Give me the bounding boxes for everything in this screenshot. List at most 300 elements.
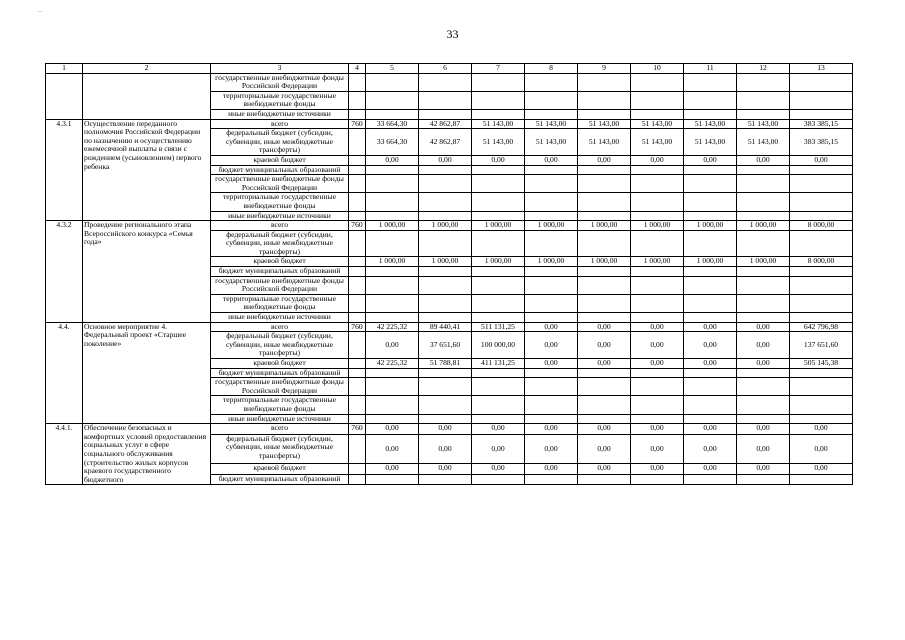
value-cell (631, 396, 684, 414)
header-cell: 5 (366, 64, 419, 74)
value-cell: 1 000,00 (472, 221, 525, 231)
header-cell: 11 (684, 64, 737, 74)
funding-source-cell: федеральный бюджет (субсидии, субвенции, иные межбюджетные трансферты) (211, 129, 349, 156)
value-cell (790, 175, 853, 193)
value-cell: 0,00 (737, 434, 790, 463)
value-cell (790, 294, 853, 312)
value-cell (419, 276, 472, 294)
value-cell (472, 267, 525, 277)
code-cell (349, 175, 366, 193)
value-cell (684, 276, 737, 294)
value-cell (790, 230, 853, 257)
value-cell (472, 109, 525, 119)
value-cell (472, 230, 525, 257)
value-cell: 0,00 (419, 434, 472, 463)
value-cell (366, 294, 419, 312)
value-cell (525, 73, 578, 91)
value-cell (790, 474, 853, 485)
funding-source-cell: бюджет муниципальных образований (211, 165, 349, 175)
value-cell: 0,00 (366, 434, 419, 463)
value-cell: 1 000,00 (578, 221, 631, 231)
value-cell: 0,00 (631, 359, 684, 369)
value-cell (578, 109, 631, 119)
value-cell (737, 109, 790, 119)
value-cell (419, 267, 472, 277)
value-cell (684, 73, 737, 91)
value-cell (790, 211, 853, 221)
value-cell: 0,00 (684, 155, 737, 165)
value-cell: 0,00 (525, 155, 578, 165)
value-cell (631, 230, 684, 257)
funding-source-cell: федеральный бюджет (субсидии, субвенции, иные межбюджетные трансферты) (211, 332, 349, 359)
value-cell (366, 276, 419, 294)
value-cell: 0,00 (684, 359, 737, 369)
value-cell (419, 396, 472, 414)
value-cell (472, 313, 525, 323)
value-cell (790, 73, 853, 91)
value-cell: 42 225,32 (366, 359, 419, 369)
value-cell (366, 378, 419, 396)
value-cell (419, 91, 472, 109)
value-cell: 0,00 (684, 424, 737, 435)
value-cell (472, 276, 525, 294)
value-cell (790, 396, 853, 414)
value-cell: 8 000,00 (790, 257, 853, 267)
table-body (46, 64, 853, 485)
value-cell (684, 91, 737, 109)
value-cell: 0,00 (472, 155, 525, 165)
value-cell: 0,00 (737, 322, 790, 332)
value-cell: 0,00 (684, 434, 737, 463)
value-cell (737, 368, 790, 378)
value-cell (525, 378, 578, 396)
value-cell (684, 165, 737, 175)
value-cell (684, 267, 737, 277)
value-cell (737, 267, 790, 277)
value-cell: 89 440,41 (419, 322, 472, 332)
budget-table (45, 63, 853, 485)
value-cell: 33 664,30 (366, 119, 419, 129)
value-cell (578, 91, 631, 109)
header-cell: 8 (525, 64, 578, 74)
value-cell (631, 175, 684, 193)
code-cell (349, 193, 366, 211)
value-cell (790, 276, 853, 294)
code-cell: 760 (349, 119, 366, 129)
value-cell: 1 000,00 (737, 257, 790, 267)
code-cell (349, 396, 366, 414)
value-cell: 1 000,00 (366, 257, 419, 267)
value-cell: 0,00 (631, 434, 684, 463)
header-cell: 6 (419, 64, 472, 74)
value-cell (366, 230, 419, 257)
value-cell (684, 368, 737, 378)
value-cell (578, 368, 631, 378)
value-cell (578, 267, 631, 277)
header-row (46, 64, 853, 74)
code-cell: 760 (349, 424, 366, 435)
value-cell (790, 267, 853, 277)
item-number-cell: 4.4. (46, 322, 83, 424)
value-cell: 642 796,98 (790, 322, 853, 332)
code-cell (349, 378, 366, 396)
item-number-cell (46, 73, 83, 119)
value-cell: 51 143,00 (525, 129, 578, 156)
value-cell (631, 211, 684, 221)
value-cell (737, 294, 790, 312)
value-cell (631, 414, 684, 424)
value-cell (684, 109, 737, 119)
code-cell (349, 155, 366, 165)
value-cell (472, 175, 525, 193)
item-name-cell (83, 73, 211, 119)
value-cell (419, 378, 472, 396)
value-cell (631, 313, 684, 323)
code-cell (349, 434, 366, 463)
funding-source-cell: бюджет муниципальных образований (211, 368, 349, 378)
value-cell: 100 000,00 (472, 332, 525, 359)
value-cell (737, 414, 790, 424)
value-cell (684, 230, 737, 257)
value-cell: 0,00 (578, 434, 631, 463)
funding-source-cell: федеральный бюджет (субсидии, субвенции, иные межбюджетные трансферты) (211, 230, 349, 257)
code-cell (349, 474, 366, 485)
table-row (46, 322, 853, 332)
value-cell (790, 378, 853, 396)
value-cell (737, 378, 790, 396)
value-cell (578, 175, 631, 193)
value-cell (737, 165, 790, 175)
value-cell (684, 396, 737, 414)
value-cell: 1 000,00 (525, 257, 578, 267)
value-cell (790, 368, 853, 378)
value-cell (525, 193, 578, 211)
funding-source-cell: территориальные государственные внебюджетные фонды (211, 294, 349, 312)
value-cell (578, 378, 631, 396)
value-cell: 0,00 (737, 464, 790, 475)
value-cell: 0,00 (366, 332, 419, 359)
funding-source-cell: всего (211, 221, 349, 231)
item-name-cell: Основное мероприятие 4. Федеральный проект «Старшее поколение» (83, 322, 211, 424)
item-name-cell: Осуществление переданного полномочия Российской Федерации по назначению и осуществлению ежемесячной выплаты в связи с рождением (усыновлением) первого ребенка (83, 119, 211, 221)
value-cell (684, 294, 737, 312)
value-cell (737, 73, 790, 91)
value-cell: 0,00 (790, 464, 853, 475)
value-cell (419, 474, 472, 485)
value-cell (366, 313, 419, 323)
funding-source-cell: краевой бюджет (211, 257, 349, 267)
value-cell (419, 313, 472, 323)
code-cell (349, 313, 366, 323)
value-cell (525, 109, 578, 119)
value-cell: 1 000,00 (684, 257, 737, 267)
value-cell: 0,00 (578, 332, 631, 359)
value-cell (790, 313, 853, 323)
value-cell (366, 193, 419, 211)
value-cell (525, 396, 578, 414)
value-cell (472, 165, 525, 175)
header-cell: 1 (46, 64, 83, 74)
value-cell (737, 276, 790, 294)
value-cell (472, 368, 525, 378)
value-cell: 0,00 (525, 464, 578, 475)
value-cell (419, 165, 472, 175)
value-cell (525, 165, 578, 175)
funding-source-cell: территориальные государственные внебюджетные фонды (211, 193, 349, 211)
value-cell (631, 378, 684, 396)
value-cell (737, 91, 790, 109)
value-cell (419, 414, 472, 424)
value-cell (631, 368, 684, 378)
value-cell (366, 73, 419, 91)
value-cell: 511 131,25 (472, 322, 525, 332)
header-cell: 13 (790, 64, 853, 74)
value-cell (737, 313, 790, 323)
funding-source-cell: иные внебюджетные источники (211, 211, 349, 221)
header-cell: 9 (578, 64, 631, 74)
item-number-cell: 4.3.2 (46, 221, 83, 323)
value-cell (419, 109, 472, 119)
code-cell (349, 294, 366, 312)
funding-source-cell: иные внебюджетные источники (211, 313, 349, 323)
value-cell (631, 294, 684, 312)
value-cell (525, 313, 578, 323)
code-cell (349, 230, 366, 257)
code-cell (349, 464, 366, 475)
value-cell (366, 414, 419, 424)
value-cell: 0,00 (578, 322, 631, 332)
code-cell (349, 276, 366, 294)
value-cell: 1 000,00 (737, 221, 790, 231)
funding-source-cell: краевой бюджет (211, 155, 349, 165)
value-cell: 0,00 (684, 332, 737, 359)
header-cell: 10 (631, 64, 684, 74)
code-cell (349, 109, 366, 119)
value-cell: 51 143,00 (578, 129, 631, 156)
code-cell (349, 359, 366, 369)
value-cell: 33 664,30 (366, 129, 419, 156)
value-cell (472, 211, 525, 221)
value-cell: 0,00 (472, 434, 525, 463)
table-row (46, 424, 853, 435)
value-cell (419, 73, 472, 91)
code-cell (349, 414, 366, 424)
value-cell: 51 143,00 (737, 119, 790, 129)
funding-source-cell: иные внебюджетные источники (211, 109, 349, 119)
value-cell (684, 474, 737, 485)
value-cell (366, 396, 419, 414)
value-cell (525, 368, 578, 378)
value-cell (684, 211, 737, 221)
header-cell: 3 (211, 64, 349, 74)
value-cell: 0,00 (419, 464, 472, 475)
value-cell (366, 165, 419, 175)
value-cell: 1 000,00 (631, 221, 684, 231)
value-cell: 0,00 (631, 332, 684, 359)
page-number: 33 (446, 27, 459, 41)
value-cell (684, 313, 737, 323)
value-cell (578, 414, 631, 424)
value-cell (525, 276, 578, 294)
value-cell (578, 230, 631, 257)
value-cell (525, 414, 578, 424)
value-cell (578, 396, 631, 414)
value-cell: 0,00 (578, 424, 631, 435)
table-row (46, 119, 853, 129)
code-cell (349, 257, 366, 267)
value-cell: 137 651,60 (790, 332, 853, 359)
value-cell: 0,00 (366, 424, 419, 435)
value-cell (578, 193, 631, 211)
value-cell (366, 267, 419, 277)
value-cell (419, 175, 472, 193)
funding-source-cell: иные внебюджетные источники (211, 414, 349, 424)
value-cell: 0,00 (684, 322, 737, 332)
funding-source-cell: государственные внебюджетные фонды Российской Федерации (211, 73, 349, 91)
value-cell: 0,00 (790, 155, 853, 165)
value-cell: 1 000,00 (578, 257, 631, 267)
value-cell: 51 788,81 (419, 359, 472, 369)
value-cell (472, 414, 525, 424)
value-cell: 0,00 (472, 464, 525, 475)
value-cell: 0,00 (631, 424, 684, 435)
funding-source-cell: бюджет муниципальных образований (211, 267, 349, 277)
value-cell: 0,00 (525, 322, 578, 332)
value-cell: 0,00 (684, 464, 737, 475)
value-cell: 42 862,87 (419, 129, 472, 156)
value-cell: 0,00 (525, 434, 578, 463)
value-cell: 0,00 (790, 424, 853, 435)
value-cell: 51 143,00 (472, 119, 525, 129)
value-cell (578, 313, 631, 323)
value-cell (366, 211, 419, 221)
code-cell (349, 73, 366, 91)
value-cell (578, 474, 631, 485)
value-cell (790, 91, 853, 109)
funding-source-cell: краевой бюджет (211, 464, 349, 475)
value-cell: 383 385,15 (790, 129, 853, 156)
value-cell (790, 165, 853, 175)
value-cell (366, 474, 419, 485)
value-cell (525, 267, 578, 277)
value-cell: 505 145,38 (790, 359, 853, 369)
value-cell (525, 230, 578, 257)
value-cell: 0,00 (631, 322, 684, 332)
value-cell (737, 175, 790, 193)
value-cell: 0,00 (737, 424, 790, 435)
code-cell (349, 129, 366, 156)
value-cell (472, 396, 525, 414)
value-cell (684, 414, 737, 424)
value-cell: 1 000,00 (472, 257, 525, 267)
value-cell: 51 143,00 (631, 129, 684, 156)
value-cell (419, 193, 472, 211)
value-cell (472, 378, 525, 396)
value-cell (737, 474, 790, 485)
value-cell: 42 862,87 (419, 119, 472, 129)
value-cell: 0,00 (631, 155, 684, 165)
value-cell: 8 000,00 (790, 221, 853, 231)
value-cell (578, 294, 631, 312)
value-cell (737, 230, 790, 257)
value-cell (525, 474, 578, 485)
value-cell (419, 230, 472, 257)
code-cell: 760 (349, 221, 366, 231)
value-cell (472, 294, 525, 312)
value-cell: 0,00 (578, 359, 631, 369)
funding-source-cell: всего (211, 424, 349, 435)
value-cell (525, 294, 578, 312)
item-name-cell: Проведение регионального этапа Всероссийского конкурса «Семья года» (83, 221, 211, 323)
value-cell: 0,00 (578, 464, 631, 475)
value-cell: 383 385,15 (790, 119, 853, 129)
value-cell: 1 000,00 (366, 221, 419, 231)
value-cell (578, 73, 631, 91)
funding-source-cell: федеральный бюджет (субсидии, субвенции, иные межбюджетные трансферты) (211, 434, 349, 463)
value-cell: 51 143,00 (472, 129, 525, 156)
value-cell: 0,00 (366, 155, 419, 165)
header-cell: 4 (349, 64, 366, 74)
funding-source-cell: территориальные государственные внебюджетные фонды (211, 396, 349, 414)
header-cell: 2 (83, 64, 211, 74)
value-cell (472, 474, 525, 485)
value-cell (737, 193, 790, 211)
value-cell: 0,00 (737, 332, 790, 359)
funding-source-cell: бюджет муниципальных образований (211, 474, 349, 485)
value-cell (366, 175, 419, 193)
funding-source-cell: государственные внебюджетные фонды Российской Федерации (211, 175, 349, 193)
value-cell: 0,00 (790, 434, 853, 463)
value-cell: 51 143,00 (684, 129, 737, 156)
funding-source-cell: территориальные государственные внебюджетные фонды (211, 91, 349, 109)
value-cell (366, 91, 419, 109)
value-cell: 0,00 (472, 424, 525, 435)
value-cell (790, 193, 853, 211)
value-cell: 0,00 (419, 424, 472, 435)
funding-source-cell: государственные внебюджетные фонды Российской Федерации (211, 276, 349, 294)
value-cell (525, 175, 578, 193)
table-row (46, 221, 853, 231)
value-cell: 51 143,00 (737, 129, 790, 156)
code-cell (349, 91, 366, 109)
value-cell: 0,00 (525, 424, 578, 435)
header-cell: 12 (737, 64, 790, 74)
value-cell: 37 651,60 (419, 332, 472, 359)
value-cell: 0,00 (737, 359, 790, 369)
value-cell (419, 368, 472, 378)
value-cell (631, 193, 684, 211)
value-cell (631, 91, 684, 109)
value-cell (419, 294, 472, 312)
value-cell (472, 193, 525, 211)
value-cell (790, 414, 853, 424)
code-cell (349, 368, 366, 378)
value-cell: 411 131,25 (472, 359, 525, 369)
value-cell: 1 000,00 (684, 221, 737, 231)
funding-source-cell: краевой бюджет (211, 359, 349, 369)
value-cell (737, 211, 790, 221)
value-cell (578, 165, 631, 175)
corner-mark: – (38, 6, 42, 15)
value-cell: 0,00 (419, 155, 472, 165)
value-cell: 51 143,00 (631, 119, 684, 129)
value-cell (366, 368, 419, 378)
funding-source-cell: всего (211, 322, 349, 332)
value-cell (631, 276, 684, 294)
item-name-cell: Обеспечение безопасных и комфортных условий предоставления социальных услуг в сфере социального обслуживания (строительство жилых корпусов краевого государственного бюджетного (83, 424, 211, 485)
value-cell (684, 378, 737, 396)
value-cell (578, 276, 631, 294)
